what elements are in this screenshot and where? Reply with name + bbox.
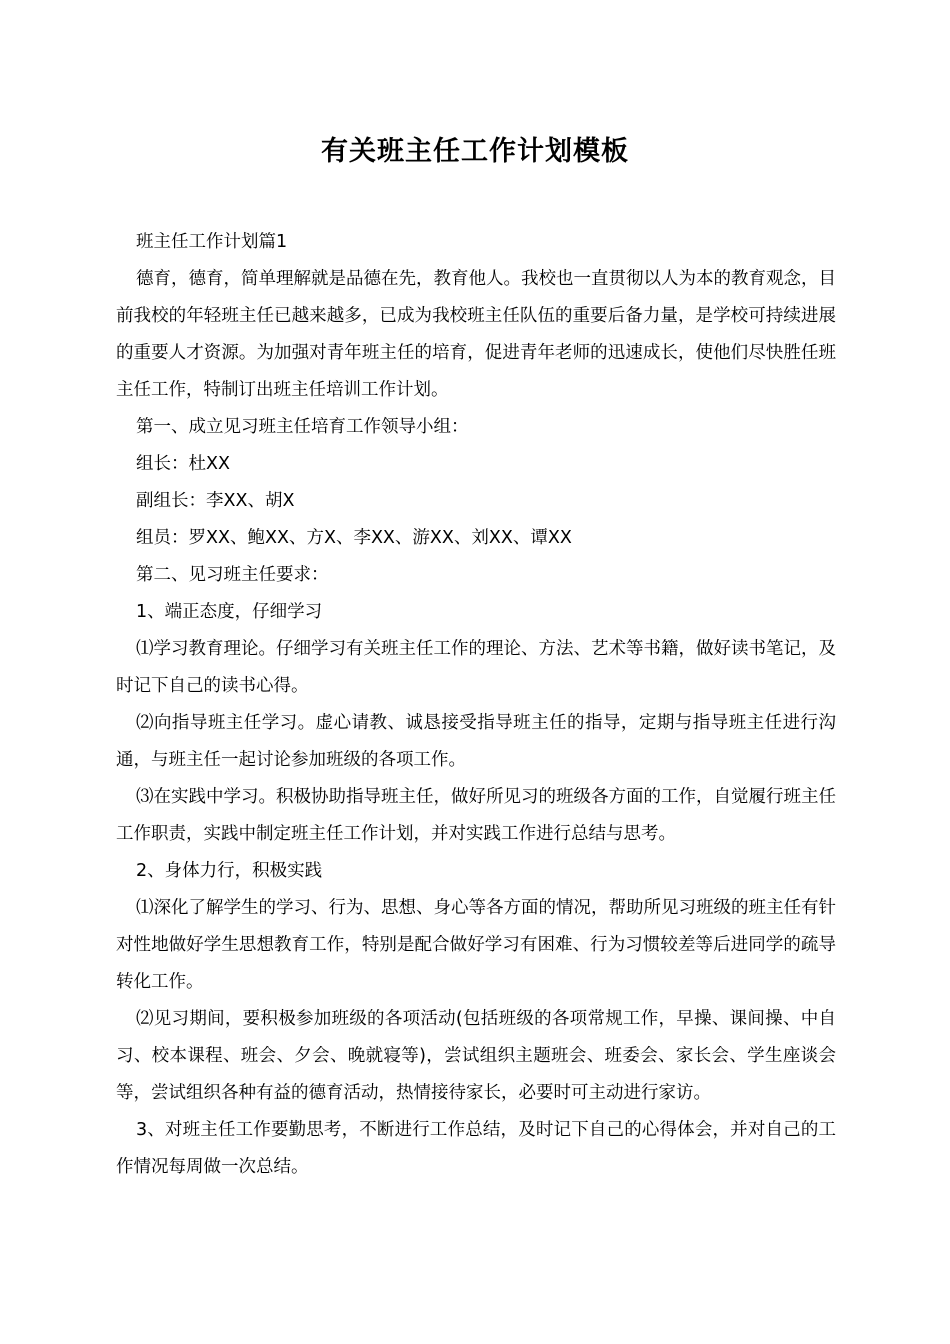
paragraph-deputy-leader: 副组长：李XX、胡X	[136, 491, 295, 511]
paragraph-item-1-1: ⑴学习教育理论。仔细学习有关班主任工作的理论、方法、艺术等书籍，做好读书笔记，及时记下自己的读书心得。	[116, 639, 836, 696]
paragraph-item-2: 2、身体力行，积极实践	[136, 861, 323, 881]
paragraph-item-3: 3、对班主任工作要勤思考，不断进行工作总结，及时记下自己的心得体会，并对自己的工作情况每周做一次总结。	[116, 1120, 836, 1177]
document-title: 有关班主任工作计划模板	[321, 136, 629, 167]
paragraph-item-1-3: ⑶在实践中学习。积极协助指导班主任，做好所见习的班级各方面的工作，自觉履行班主任工作职责，实践中制定班主任工作计划，并对实践工作进行总结与思考。	[116, 787, 836, 844]
paragraph-leader: 组长：杜XX	[136, 454, 230, 474]
document-body	[116, 224, 836, 1186]
paragraph-item-1: 1、端正态度，仔细学习	[136, 602, 323, 622]
paragraph-intro: 德育，德育，简单理解就是品德在先，教育他人。我校也一直贯彻以人为本的教育观念，目前我校的年轻班主任已越来越多，已成为我校班主任队伍的重要后备力量，是学校可持续进展的重要人才资源。为加强对青年班主任的培育，促进青年老师的迅速成长，使他们尽快胜任班主任工作，特制订出班主任培训工作计划。	[116, 269, 836, 400]
paragraph-item-2-1: ⑴深化了解学生的学习、行为、思想、身心等各方面的情况，帮助所见习班级的班主任有针对性地做好学生思想教育工作，特别是配合做好学习有困难、行为习惯较差等后进同学的疏导转化工作。	[116, 898, 836, 992]
paragraph-item-1-2: ⑵向指导班主任学习。虚心请教、诚恳接受指导班主任的指导，定期与指导班主任进行沟通，与班主任一起讨论参加班级的各项工作。	[116, 713, 836, 770]
paragraph-item-2-2: ⑵见习期间，要积极参加班级的各项活动(包括班级的各项常规工作，早操、课间操、中自习、校本课程、班会、夕会、晚就寝等)，尝试组织主题班会、班委会、家长会、学生座谈会等，尝试组织各种有益的德育活动，热情接待家长，必要时可主动进行家访。	[116, 1009, 836, 1103]
paragraph-part-one-heading: 第一、成立见习班主任培育工作领导小组：	[136, 417, 469, 437]
paragraph-section-heading: 班主任工作计划篇1	[136, 232, 288, 252]
paragraph-members: 组员：罗XX、鲍XX、方X、李XX、游XX、刘XX、谭XX	[136, 528, 572, 548]
paragraph-part-two-heading: 第二、见习班主任要求：	[136, 565, 329, 585]
